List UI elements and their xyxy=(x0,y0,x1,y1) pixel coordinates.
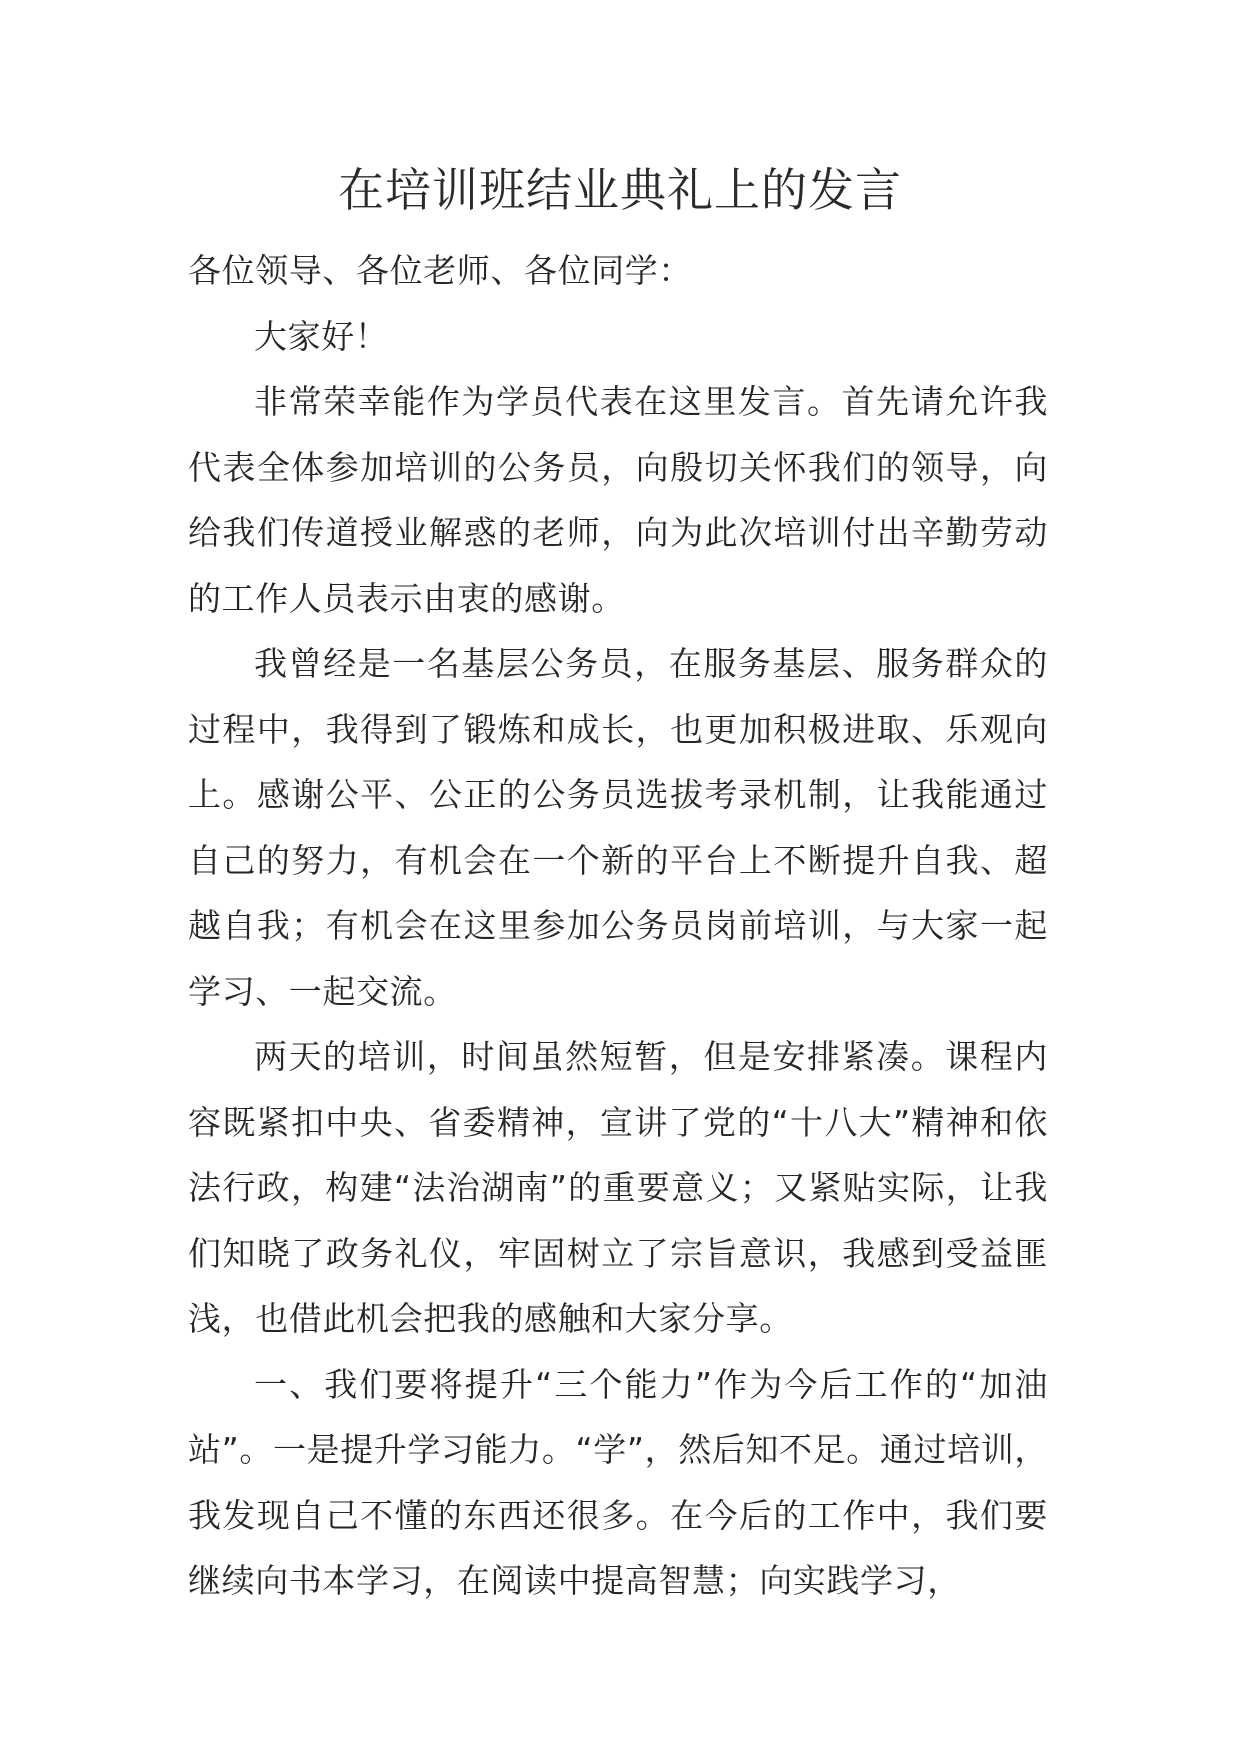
paragraph-thanks: 非常荣幸能作为学员代表在这里发言。首先请允许我代表全体参加培训的公务员，向殷切关怀我们的领导，向给我们传道授业解惑的老师，向为此次培训付出辛勤劳动的工作人员表示由衷的感谢。 xyxy=(188,382,1048,618)
paragraph-training-summary: 两天的培训，时间虽然短暂，但是安排紧凑。课程内容既紧扣中央、省委精神，宣讲了党的“十八大”精神和依法行政，构建“法治湖南”的重要意义；又紧贴实际，让我们知晓了政务礼仪，牢固树立了宗旨意识，我感到受益匪浅，也借此机会把我的感触和大家分享。 xyxy=(188,1037,1048,1338)
paragraph-greeting: 大家好！ xyxy=(254,316,389,356)
salutation: 各位领导、各位老师、各位同学： xyxy=(188,251,692,290)
document-body xyxy=(188,238,1048,1614)
paragraph-background: 我曾经是一名基层公务员，在服务基层、服务群众的过程中，我得到了锻炼和成长，也更加积极进取、乐观向上。感谢公平、公正的公务员选拔考录机制，让我能通过自己的努力，有机会在一个新的平台上不断提升自我、超越自我；有机会在这里参加公务员岗前培训，与大家一起学习、一起交流。 xyxy=(188,644,1048,1011)
page-title: 在培训班结业典礼上的发言 xyxy=(338,163,902,217)
paragraph-point-one: 一、我们要将提升“三个能力”作为今后工作的“加油站”。一是提升学习能力。“学”，然后知不足。通过培训，我发现自己不懂的东西还很多。在今后的工作中，我们要继续向书本学习，在阅读中提高智慧；向实践学习， xyxy=(188,1364,1048,1600)
